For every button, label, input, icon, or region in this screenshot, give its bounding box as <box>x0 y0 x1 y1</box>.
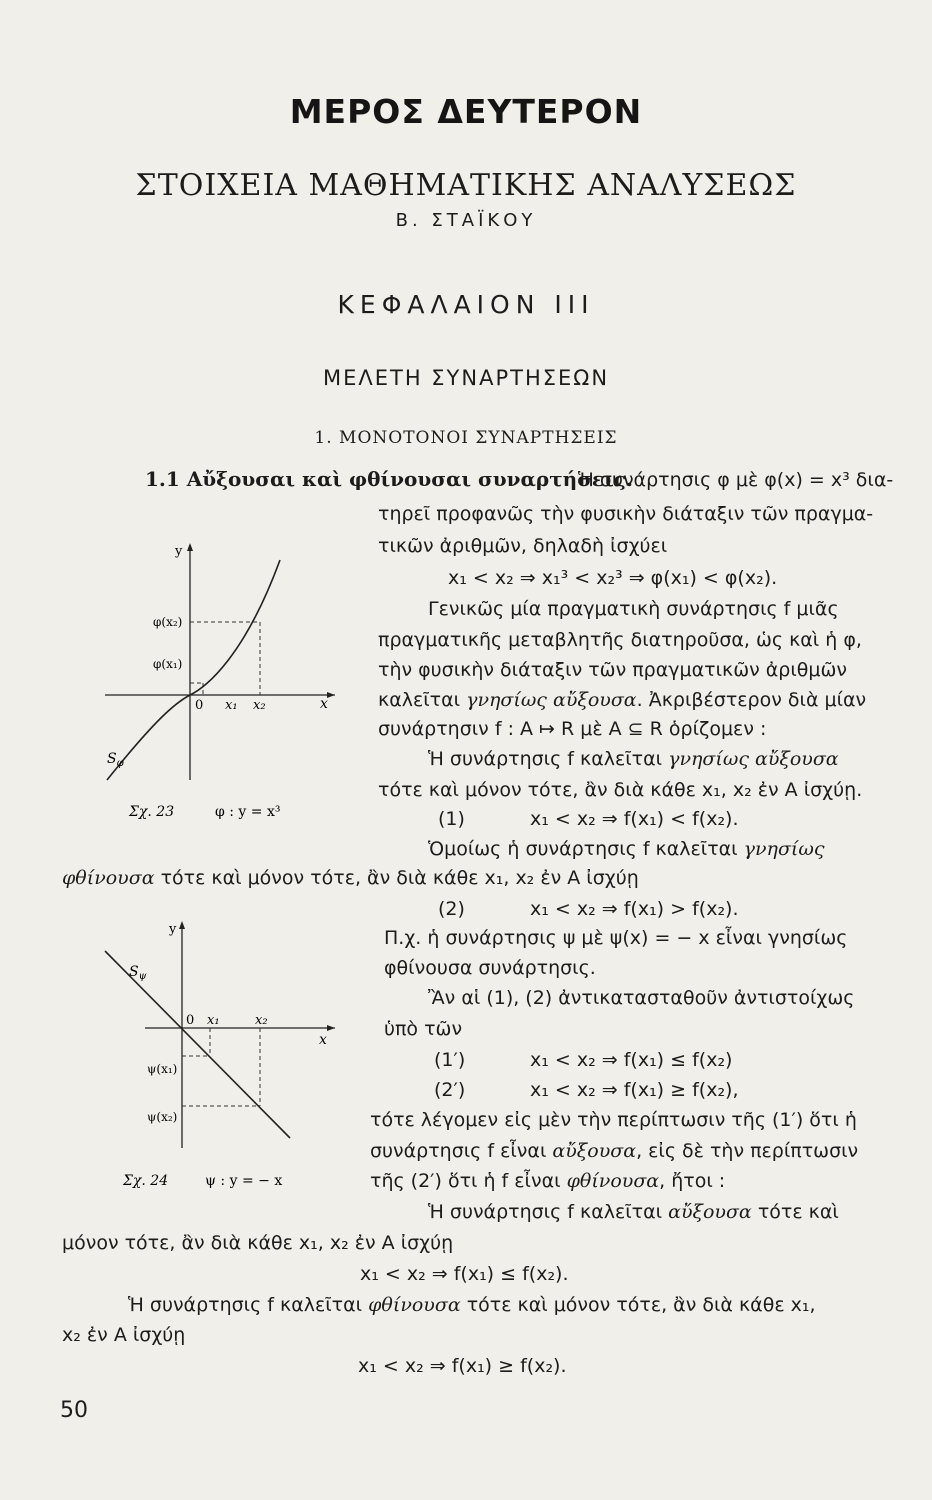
text-line: ὑπὸ τῶν <box>384 1018 463 1040</box>
chapter-title: ΜΕΛΕΤΗ ΣΥΝΑΡΤΗΣΕΩΝ <box>322 366 610 390</box>
figure-caption-equation: ψ : y = − x <box>205 1173 283 1189</box>
line-label: $S_\psi$ <box>129 964 147 982</box>
text-fragment: Ἡ συνάρτησις f καλεῖται <box>128 1294 363 1316</box>
formula: x₁ < x₂ ⇒ x₁³ < x₂³ ⇒ φ(x₁) < φ(x₂). <box>448 567 778 589</box>
text-fragment: τότε καὶ μόνον τότε, ἂν διὰ κάθε x₁, <box>466 1294 816 1316</box>
term-decreasing: φθίνουσα <box>368 1294 461 1316</box>
term-decreasing: φθίνουσα <box>62 867 155 889</box>
equation-number: (1′) <box>434 1049 466 1071</box>
equation: x₁ < x₂ ⇒ f(x₁) ≥ f(x₂). <box>358 1355 567 1377</box>
equation-number: (2) <box>438 898 465 920</box>
text-line: μόνον τότε, ἂν διὰ κάθε x₁, x₂ ἐν A ἰσχύῃ <box>62 1232 454 1254</box>
text-fragment: τότε καὶ μόνον τότε, ἂν διὰ κάθε x₁, x₂ ἐν A ἰσχύῃ <box>160 867 639 889</box>
figure-cubic <box>95 535 355 835</box>
x1-label: x₁ <box>225 698 238 713</box>
x2-label: x₂ <box>255 1013 268 1028</box>
equation-number: (1) <box>438 808 465 830</box>
text-line: συνάρτησιν f : A ↦ R μὲ A ⊆ R ὁρίζομεν : <box>378 718 767 740</box>
equation: x₁ < x₂ ⇒ f(x₁) ≥ f(x₂), <box>530 1079 739 1101</box>
text-line: πραγματικῆς μεταβλητῆς διατηροῦσα, ὡς καὶ ἡ φ, <box>378 629 862 651</box>
term-strictly: γνησίως <box>743 838 825 860</box>
psi-x1-label: ψ(x₁) <box>147 1062 178 1076</box>
x-axis-arrow <box>327 1025 335 1031</box>
equation: x₁ < x₂ ⇒ f(x₁) < f(x₂). <box>530 808 739 830</box>
phi-x1-label: φ(x₁) <box>153 657 183 671</box>
text-line: τότε λέγομεν εἰς μὲν τὴν περίπτωσιν τῆς (1′) ὅτι ἡ <box>370 1109 857 1131</box>
x-axis-arrow <box>327 692 335 698</box>
term-decreasing: φθίνουσα <box>566 1170 660 1192</box>
equation: x₁ < x₂ ⇒ f(x₁) ≤ f(x₂) <box>530 1049 733 1071</box>
x1-label: x₁ <box>207 1013 220 1028</box>
chapter-heading: ΚΕΦΑΛΑΙΟΝ III <box>337 290 595 319</box>
y-axis-arrow <box>187 543 193 551</box>
text-line: Ἡ συνάρτησις φ μὲ φ(x) = x³ δια- <box>578 469 894 491</box>
x-label: x <box>320 696 328 712</box>
text-line: τικῶν ἀριθμῶν, δηλαδὴ ἰσχύει <box>378 535 668 557</box>
text-line: Π.χ. ἡ συνάρτησις ψ μὲ ψ(x) = − x εἶναι γνησίως <box>384 927 848 949</box>
page-number: 50 <box>60 1398 88 1423</box>
section-title: ΣΤΟΙΧΕΙΑ ΜΑΘΗΜΑΤΙΚΗΣ ΑΝΑΛΥΣΕΩΣ <box>135 168 797 203</box>
text-line: Ἂν αἱ (1), (2) ἀντικατασταθοῦν ἀντιστοίχως <box>428 987 855 1009</box>
curve-label: $S_\varphi$ <box>107 751 124 769</box>
text-line: x₂ ἐν A ἰσχύῃ <box>62 1324 186 1346</box>
text-fragment: , εἰς δὲ τὴν περίπτωσιν <box>636 1140 859 1162</box>
x-label: x <box>319 1032 327 1048</box>
figure-caption-equation: φ : y = x³ <box>215 804 281 820</box>
figure-linear <box>95 918 355 1198</box>
text-fragment: , ἤτοι : <box>659 1170 726 1192</box>
x2-label: x₂ <box>253 698 266 713</box>
y-axis-arrow <box>179 921 185 929</box>
text-line: τότε καὶ μόνον τότε, ἂν διὰ κάθε x₁, x₂ ἐν A ἰσχύῃ. <box>378 779 863 801</box>
text-fragment: Ἡ συνάρτησις f καλεῖται <box>428 1201 663 1223</box>
term-strictly-increasing: γνησίως αὔξουσα <box>668 748 839 770</box>
text-fragment: . Ἀκριβέστερον διὰ μίαν <box>636 689 867 711</box>
y-label: y <box>175 544 183 559</box>
part-title: ΜΕΡΟΣ ΔΕΥΤΕΡΟΝ <box>289 92 643 131</box>
term-increasing: αὔξουσα <box>668 1201 752 1223</box>
text-fragment: Ἡ συνάρτησις f καλεῖται <box>428 748 663 770</box>
subsection-heading: 1. ΜΟΝΟΤΟΝΟΙ ΣΥΝΑΡΤΗΣΕΙΣ <box>314 428 618 448</box>
phi-x2-label: φ(x₂) <box>153 615 183 629</box>
text-line: φθίνουσα συνάρτησις. <box>384 957 596 979</box>
text-line: Γενικῶς μία πραγματικὴ συνάρτησις f μιᾶς <box>428 598 839 620</box>
text-fragment: τότε καὶ <box>757 1201 839 1223</box>
text-fragment: τῆς (2′) ὅτι ἡ f εἶναι <box>370 1170 561 1192</box>
figure-caption-number: Σχ. 24 <box>123 1173 169 1189</box>
psi-x2-label: ψ(x₂) <box>147 1110 178 1124</box>
equation: x₁ < x₂ ⇒ f(x₁) > f(x₂). <box>530 898 739 920</box>
text-line: τηρεῖ προφανῶς τὴν φυσικὴν διάταξιν τῶν πραγμα- <box>378 503 874 525</box>
origin-label: 0 <box>195 698 204 713</box>
equation: x₁ < x₂ ⇒ f(x₁) ≤ f(x₂). <box>360 1263 569 1285</box>
cubic-curve <box>107 560 280 780</box>
text-line: τὴν φυσικὴν διάταξιν τῶν πραγματικῶν ἀριθμῶν <box>378 659 848 681</box>
subsection-1-1-heading: 1.1 Αὔξουσαι καὶ φθίνουσαι συναρτήσεις. <box>145 467 633 491</box>
text-fragment: συνάρτησις f εἶναι <box>370 1140 547 1162</box>
author: Β. ΣΤΑΪΚΟΥ <box>395 210 537 231</box>
y-label: y <box>169 922 177 937</box>
origin-label: 0 <box>186 1013 195 1028</box>
text-fragment: Ὁμοίως ἡ συνάρτησις f καλεῖται <box>428 838 738 860</box>
text-fragment: καλεῖται <box>378 689 461 711</box>
equation-number: (2′) <box>434 1079 466 1101</box>
figure-caption-number: Σχ. 23 <box>129 804 175 820</box>
term-strictly-increasing: γνησίως αὔξουσα <box>466 689 637 711</box>
term-increasing: αὔξουσα <box>552 1140 637 1162</box>
